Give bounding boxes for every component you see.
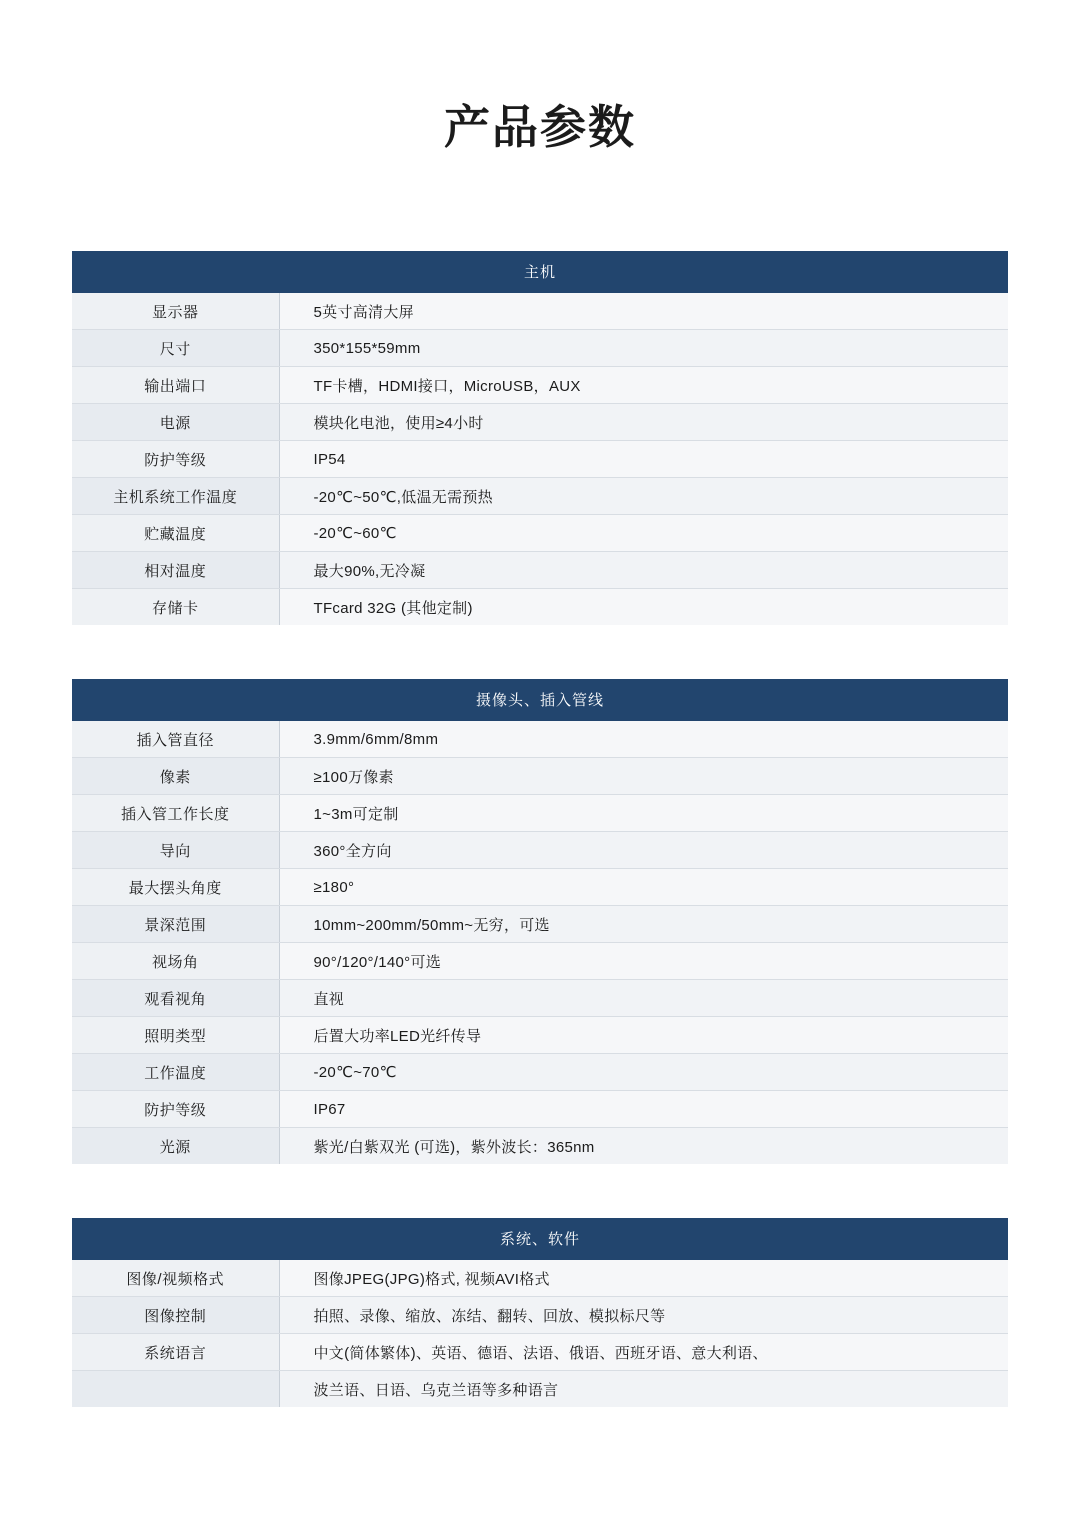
table-row xyxy=(72,404,1008,441)
row-label: 主机系统工作温度 xyxy=(72,478,279,515)
row-value: TF卡槽，HDMI接口，MicroUSB，AUX xyxy=(279,367,1008,404)
table-row xyxy=(72,293,1008,330)
row-value: 模块化电池，使用≥4小时 xyxy=(279,404,1008,441)
table-header-title: 系统、软件 xyxy=(72,1218,1008,1260)
row-label: 插入管直径 xyxy=(72,721,279,758)
row-label: 光源 xyxy=(72,1128,279,1165)
table-row xyxy=(72,441,1008,478)
table-row xyxy=(72,589,1008,626)
table-row xyxy=(72,1260,1008,1297)
row-value: IP54 xyxy=(279,441,1008,478)
table-header-title: 摄像头、插入管线 xyxy=(72,679,1008,721)
row-value: 3.9mm/6mm/8mm xyxy=(279,721,1008,758)
row-value: 拍照、录像、缩放、冻结、翻转、回放、模拟标尺等 xyxy=(279,1297,1008,1334)
table-row xyxy=(72,721,1008,758)
row-label: 观看视角 xyxy=(72,980,279,1017)
table-header-title: 主机 xyxy=(72,251,1008,293)
row-value: -20℃~50℃,低温无需预热 xyxy=(279,478,1008,515)
row-value: 10mm~200mm/50mm~无穷，可选 xyxy=(279,906,1008,943)
table-header-row xyxy=(72,251,1008,293)
row-label: 图像控制 xyxy=(72,1297,279,1334)
row-value: 图像JPEG(JPG)格式, 视频AVI格式 xyxy=(279,1260,1008,1297)
table-row xyxy=(72,1091,1008,1128)
row-value: 波兰语、日语、乌克兰语等多种语言 xyxy=(279,1371,1008,1408)
row-value: 1~3m可定制 xyxy=(279,795,1008,832)
row-label: 最大摆头角度 xyxy=(72,869,279,906)
spec-table-system-software xyxy=(72,1218,1008,1407)
row-value: -20℃~60℃ xyxy=(279,515,1008,552)
table-row xyxy=(72,1128,1008,1165)
table-row xyxy=(72,1054,1008,1091)
row-value: IP67 xyxy=(279,1091,1008,1128)
row-label: 相对温度 xyxy=(72,552,279,589)
table-row xyxy=(72,758,1008,795)
row-value: 直视 xyxy=(279,980,1008,1017)
spec-table-camera-insertion-tube xyxy=(72,679,1008,1164)
page-title: 产品参数 xyxy=(444,101,636,153)
row-value: ≥100万像素 xyxy=(279,758,1008,795)
row-label: 显示器 xyxy=(72,293,279,330)
row-label: 防护等级 xyxy=(72,441,279,478)
table-row xyxy=(72,1017,1008,1054)
table-row xyxy=(72,478,1008,515)
row-label xyxy=(72,1371,279,1408)
row-value: 紫光/白紫双光 (可选)，紫外波长：365nm xyxy=(279,1128,1008,1165)
table-row xyxy=(72,795,1008,832)
row-label: 像素 xyxy=(72,758,279,795)
row-label: 电源 xyxy=(72,404,279,441)
table-row xyxy=(72,367,1008,404)
row-value: 360°全方向 xyxy=(279,832,1008,869)
table-row xyxy=(72,869,1008,906)
row-label: 输出端口 xyxy=(72,367,279,404)
row-value: 中文(简体繁体)、英语、德语、法语、俄语、西班牙语、意大利语、 xyxy=(279,1334,1008,1371)
row-value: 350*155*59mm xyxy=(279,330,1008,367)
table-row xyxy=(72,943,1008,980)
row-label: 视场角 xyxy=(72,943,279,980)
row-value: 最大90%,无冷凝 xyxy=(279,552,1008,589)
row-label: 系统语言 xyxy=(72,1334,279,1371)
spec-tables-container xyxy=(0,251,1080,1407)
row-value: TFcard 32G (其他定制) xyxy=(279,589,1008,626)
row-label: 导向 xyxy=(72,832,279,869)
table-header-row xyxy=(72,679,1008,721)
row-value: 90°/120°/140°可选 xyxy=(279,943,1008,980)
table-row xyxy=(72,330,1008,367)
row-label: 防护等级 xyxy=(72,1091,279,1128)
table-header-row xyxy=(72,1218,1008,1260)
row-value: 后置大功率LED光纤传导 xyxy=(279,1017,1008,1054)
table-row xyxy=(72,1297,1008,1334)
table-row xyxy=(72,906,1008,943)
row-value: -20℃~70℃ xyxy=(279,1054,1008,1091)
spec-table-host xyxy=(72,251,1008,625)
row-label: 照明类型 xyxy=(72,1017,279,1054)
row-label: 贮藏温度 xyxy=(72,515,279,552)
table-row xyxy=(72,980,1008,1017)
row-label: 图像/视频格式 xyxy=(72,1260,279,1297)
row-label: 插入管工作长度 xyxy=(72,795,279,832)
row-label: 工作温度 xyxy=(72,1054,279,1091)
table-row xyxy=(72,515,1008,552)
row-value: 5英寸高清大屏 xyxy=(279,293,1008,330)
table-row xyxy=(72,1371,1008,1408)
row-value: ≥180° xyxy=(279,869,1008,906)
table-row xyxy=(72,1334,1008,1371)
row-label: 存储卡 xyxy=(72,589,279,626)
table-row xyxy=(72,832,1008,869)
table-row xyxy=(72,552,1008,589)
row-label: 尺寸 xyxy=(72,330,279,367)
row-label: 景深范围 xyxy=(72,906,279,943)
